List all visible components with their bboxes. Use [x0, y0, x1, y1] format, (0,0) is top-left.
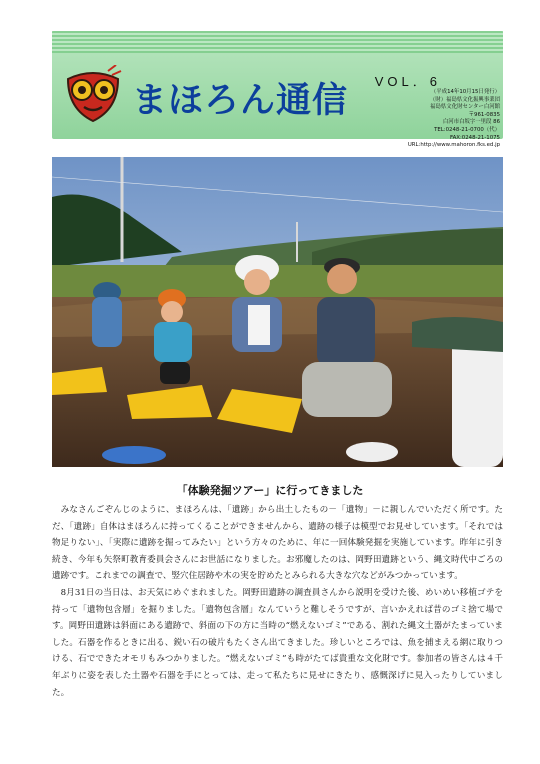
center-name: 福島県文化財センター白河館: [430, 104, 500, 111]
website-url: URL:http://www.mahoron.fks.ed.jp: [407, 142, 500, 149]
postal-code: 〒961-0835: [468, 111, 500, 118]
fax: FAX:0248-21-1075: [450, 134, 500, 141]
publisher-name: （財）福島県文化振興事業団: [429, 96, 500, 103]
article-body: [52, 502, 503, 701]
article-paragraph-1: みなさんごぞんじのように、まほろんは、「遺跡」から出土したもの－「遺物」－に親しんでいただく所です。ただ、「遺跡」自体はまほろんに持ってくることができませんから、遺跡の様子は模型でお見せしています。「それでは物足りない」、「実際に遺跡を掘ってみたい」という方々のために、年に一回体験発掘を実施しています。昨年に引き続き、今年も矢祭町教育委員会さんにお世話になりました。お邪魔したのは、岡野田遺跡という、縄文時代中ごろの遺跡です。これまでの調査で、竪穴住居跡や木の実を貯めたとみられる大きな穴などがみつかっています。: [52, 505, 503, 582]
masthead: [52, 31, 503, 149]
masthead-stripes: [52, 31, 503, 53]
excavation-photo: [52, 157, 503, 467]
telephone: TEL:0248-21-0700（代）: [434, 126, 500, 133]
mahoron-logo-icon: [64, 65, 122, 123]
excavation-illustration: [52, 157, 503, 467]
volume-number: VOL．6: [374, 74, 441, 89]
article-headline: 「体験発掘ツアー」に行ってきました: [176, 484, 364, 497]
newsletter-title: まほろん通信: [132, 81, 349, 121]
issue-date: （平成14年10月15日発行）: [430, 89, 500, 95]
address: 白河市白坂字一里段 86: [442, 119, 500, 126]
article-paragraph-2: 8月31日の当日は、お天気にめぐまれました。岡野田遺跡の調査員さんから説明を受けた後、めいめい移植ゴテを持って「遺物包含層」を掘りました。「遺物包含層」なんていうと難しそうですが、言いかえれば昔のゴミ捨て場です。岡野田遺跡は斜面にある遺跡で、斜面の下の方に当時の“燃えないゴミ”である、割れた縄文土器がたまっていました。石器を作るときに出る、鋭い石の破片もたくさん出てきました。珍しいところでは、魚を捕まえる網に取りつける、石でできたオモリもみつかりました。“燃えないゴミ”も時がたてば貴重な文化財です。参加者の皆さんは４千年ぶりに姿を表した土器や石器を手にとっては、走って私たちに見せにきたり、感慨深げに見入ったりしていました。: [52, 587, 503, 698]
publisher-info: [370, 89, 500, 150]
